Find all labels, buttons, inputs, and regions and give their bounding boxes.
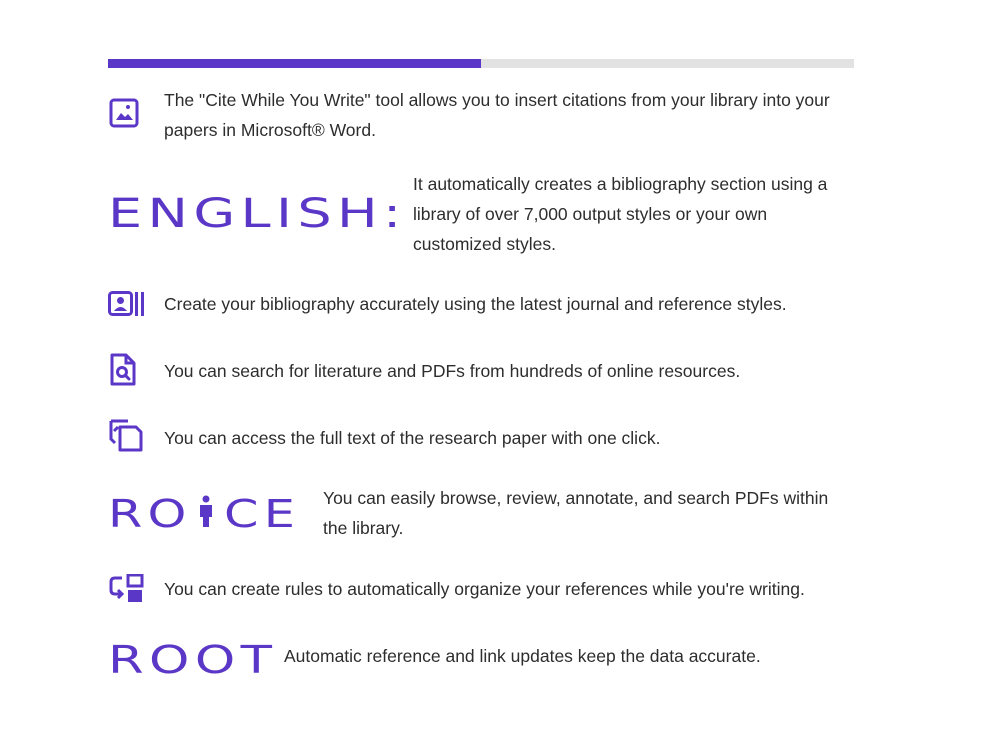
feature-item [108, 483, 854, 545]
feature-word-root [108, 638, 278, 682]
progress-fill [108, 59, 481, 68]
feature-text: Automatic reference and link updates keep the data accurate. [284, 646, 761, 666]
feature-item [108, 423, 848, 453]
sync-rules-icon [108, 574, 148, 604]
feature-word-right: CE [224, 492, 301, 536]
feature-item [108, 85, 848, 145]
feature-word-roice [108, 483, 308, 545]
feature-text: You can search for literature and PDFs from hundreds of online resources. [164, 361, 741, 381]
feature-text: The "Cite While You Write" tool allows you to insert citations from your library into your papers in Microsoft® Word. [164, 90, 830, 140]
feature-text: You can access the full text of the research paper with one click. [164, 428, 661, 448]
image-icon [108, 85, 148, 140]
feature-text: It automatically creates a bibliography section using a library of over 7,000 output styles or your own customized styles. [413, 174, 828, 254]
feature-text: You can create rules to automatically organize your references while you're writing. [164, 579, 805, 599]
feature-word: ROOT [108, 638, 278, 682]
feature-text: You can easily browse, review, annotate, and search PDFs within the library. [323, 488, 829, 538]
feature-item [108, 356, 848, 386]
feature-item [108, 638, 854, 682]
feature-word-left: RO [108, 492, 192, 536]
feature-text: Create your bibliography accurately using the latest journal and reference styles. [164, 294, 787, 314]
feature-word-english [108, 169, 407, 259]
progress-bar [108, 59, 854, 68]
feature-word: ENGLISH: [108, 191, 407, 237]
copy-documents-icon [108, 423, 148, 453]
feature-item [108, 289, 848, 319]
feature-item [108, 574, 848, 604]
document-search-icon [108, 356, 148, 386]
feature-item [108, 169, 854, 259]
id-card-icon [108, 289, 148, 319]
